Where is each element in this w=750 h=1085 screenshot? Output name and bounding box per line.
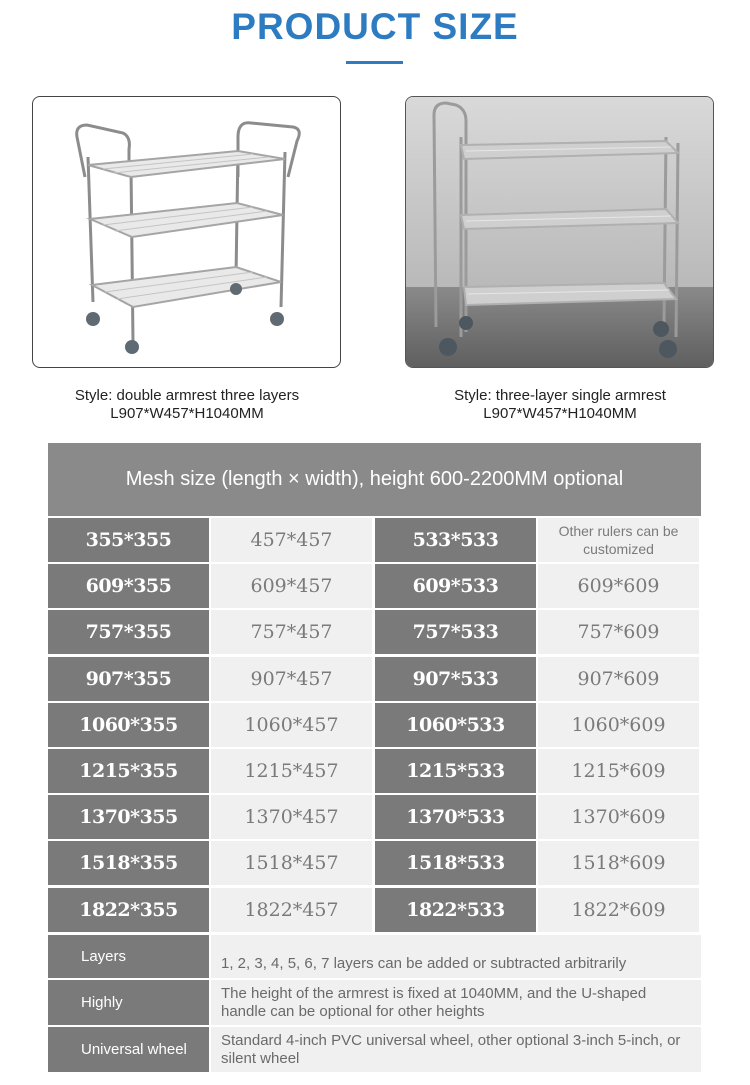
mesh-size-cell: 907*533 — [375, 657, 536, 701]
mesh-size-cell: 1822*609 — [538, 888, 699, 932]
spec-value: Standard 4-inch PVC universal wheel, other optional 3-inch 5-inch, or silent wheel — [211, 1027, 701, 1072]
mesh-size-cell: 609*457 — [211, 564, 372, 608]
mesh-size-cell: 1060*533 — [375, 703, 536, 747]
mesh-size-cell: 1370*457 — [211, 795, 372, 839]
product-image-double-armrest — [32, 96, 341, 368]
mesh-size-cell: 1215*609 — [538, 749, 699, 793]
size-table — [48, 443, 701, 1067]
mesh-size-cell: 1370*355 — [48, 795, 209, 839]
mesh-size-cell: 609*533 — [375, 564, 536, 608]
spec-label: Universal wheel — [48, 1027, 209, 1072]
mesh-size-cell: 1215*533 — [375, 749, 536, 793]
mesh-size-cell: 1370*533 — [375, 795, 536, 839]
mesh-size-cell: 1822*457 — [211, 888, 372, 932]
mesh-size-cell: 609*355 — [48, 564, 209, 608]
product-caption-right — [410, 387, 710, 423]
mesh-size-cell: 1215*457 — [211, 749, 372, 793]
mesh-size-cell: 1822*355 — [48, 888, 209, 932]
custom-size-note: Other rulers can be customized — [538, 518, 699, 562]
mesh-size-cell: 533*533 — [375, 518, 536, 562]
mesh-size-cell: 757*457 — [211, 610, 372, 654]
mesh-size-cell: 907*355 — [48, 657, 209, 701]
title-underline — [346, 61, 403, 64]
mesh-size-cell: 609*609 — [538, 564, 699, 608]
mesh-size-cell: 1518*355 — [48, 841, 209, 885]
mesh-size-cell: 757*609 — [538, 610, 699, 654]
mesh-size-cell: 1518*609 — [538, 841, 699, 885]
product-caption-left — [37, 387, 337, 423]
mesh-size-cell: 1060*457 — [211, 703, 372, 747]
spec-label: Layers — [48, 935, 209, 978]
mesh-size-cell: 457*457 — [211, 518, 372, 562]
mesh-size-cell: 1370*609 — [538, 795, 699, 839]
product-dimensions: L907*W457*H1040MM — [483, 405, 637, 422]
mesh-size-cell: 1060*609 — [538, 703, 699, 747]
spec-value: 1, 2, 3, 4, 5, 6, 7 layers can be added or subtracted arbitrarily — [211, 935, 701, 978]
spec-value: The height of the armrest is fixed at 1040MM, and the U-shaped handle can be optional for other heights — [211, 980, 701, 1025]
product-image-single-armrest — [405, 96, 714, 368]
mesh-size-cell: 1822*533 — [375, 888, 536, 932]
mesh-size-cell: 1518*457 — [211, 841, 372, 885]
size-table-header: Mesh size (length × width), height 600-2200MM optional — [48, 443, 701, 516]
page-title: PRODUCT SIZE — [231, 6, 519, 47]
mesh-size-cell: 757*355 — [48, 610, 209, 654]
product-style-label: Style: three-layer single armrest — [454, 387, 666, 404]
mesh-size-cell: 1060*355 — [48, 703, 209, 747]
mesh-size-cell: 1215*355 — [48, 749, 209, 793]
spec-label: Highly — [48, 980, 209, 1025]
mesh-size-cell: 907*609 — [538, 657, 699, 701]
mesh-size-cell: 907*457 — [211, 657, 372, 701]
product-dimensions: L907*W457*H1040MM — [110, 405, 264, 422]
product-style-label: Style: double armrest three layers — [74, 387, 300, 404]
mesh-size-cell: 355*355 — [48, 518, 209, 562]
mesh-size-cell: 757*533 — [375, 610, 536, 654]
mesh-size-cell: 1518*533 — [375, 841, 536, 885]
